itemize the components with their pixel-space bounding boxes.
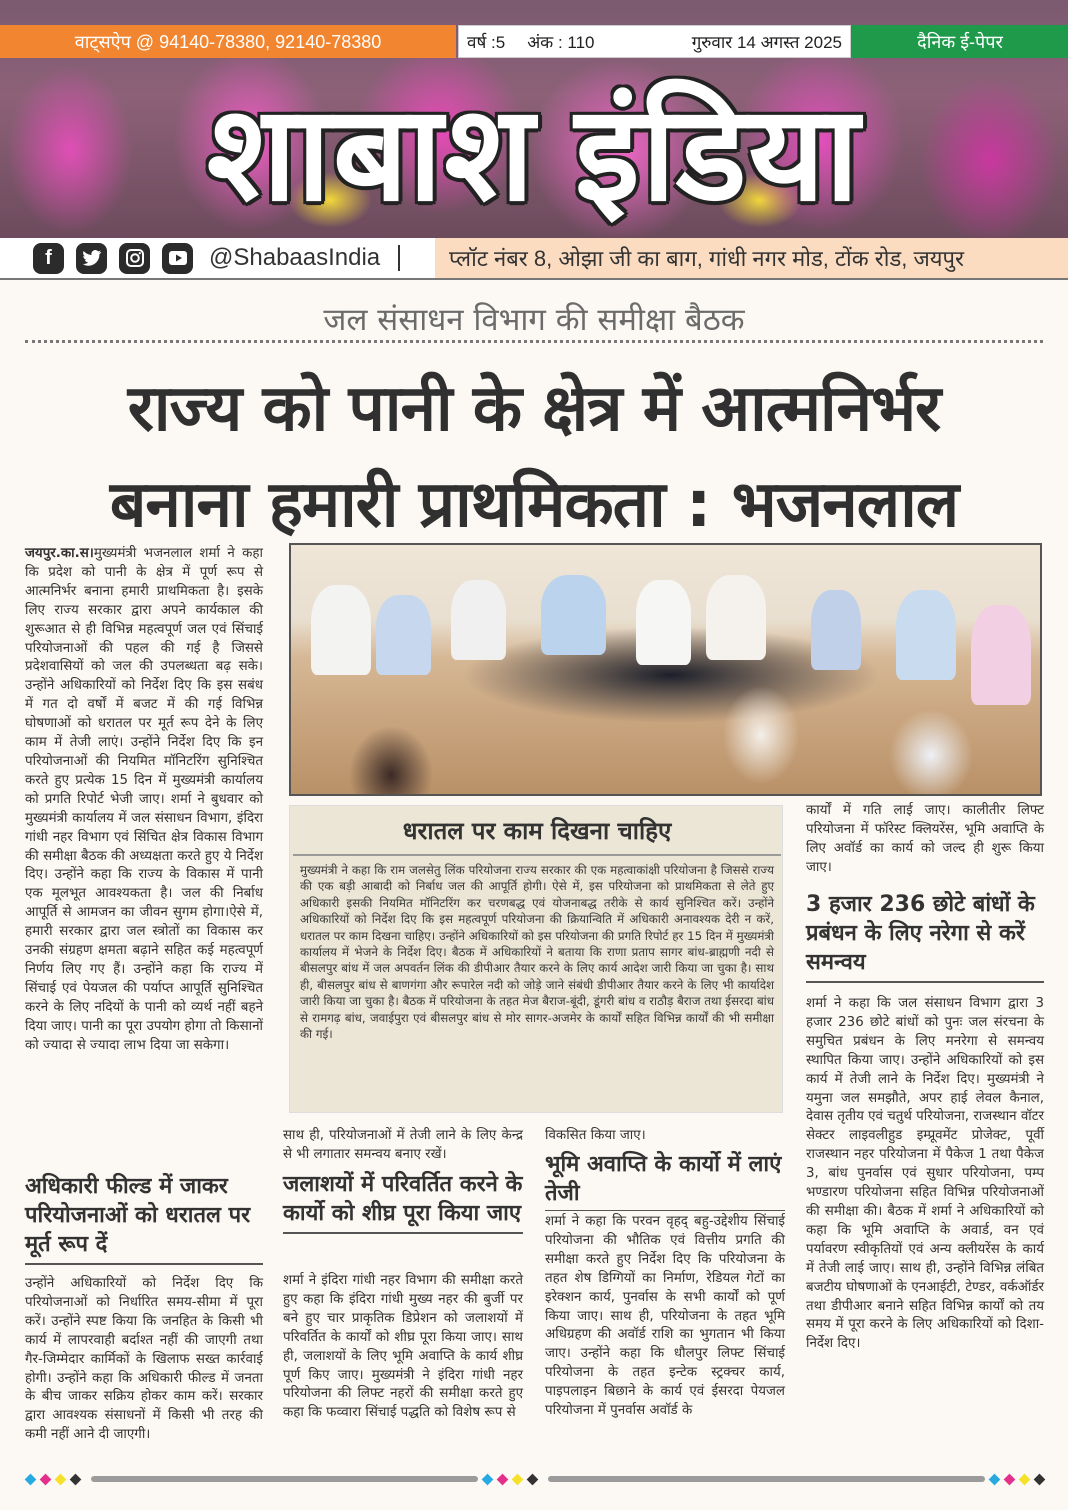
- separator: [398, 245, 400, 271]
- cyan-diamond-icon: [989, 1473, 1001, 1485]
- social-strip: [0, 238, 1068, 280]
- magenta-diamond-icon: [1004, 1473, 1016, 1485]
- footer-rule: [548, 1476, 985, 1482]
- dateline: जयपुर.का.स।: [25, 546, 94, 561]
- magenta-diamond-icon: [40, 1473, 52, 1485]
- photo-figure: [971, 605, 1031, 705]
- office-address: प्लॉट नंबर 8, ओझा जी का बाग, गांधी नगर मोड, टोंक रोड, जयपुर: [435, 238, 1068, 278]
- cyan-diamond-icon: [25, 1473, 37, 1485]
- issue-label: अंक : 110: [527, 33, 595, 52]
- subhead-land-acquisition: भूमि अवाप्ति के कार्यो में लाएं तेजी: [545, 1150, 785, 1211]
- photo-figure: [451, 580, 506, 660]
- photo-figure: [311, 585, 371, 675]
- year-label: वर्ष :5: [467, 33, 506, 52]
- yellow-diamond-icon: [1019, 1473, 1031, 1485]
- article-body-col2-top: साथ ही, परियोजनाओं में तेजी लाने के लिए केन्द्र से भी लगातार समन्वय बनाए रखें।: [283, 1128, 523, 1162]
- article-kicker: जल संसाधन विभाग की समीक्षा बैठक: [323, 302, 745, 338]
- black-diamond-icon: [1034, 1473, 1046, 1485]
- facebook-icon[interactable]: f: [33, 243, 64, 274]
- article-body-col3: शर्मा ने कहा कि परवन वृहद् बहु-उद्देशीय सिंचाई परियोजना की भौतिक एवं वित्तीय प्रगति की समीक्षा करते हुए निर्देश दिए कि परियोजना के तहत शेष डिग्गियों का निर्माण, रेडियल गेटों का इरेक्शन कार्य, पुनर्वास के सभी कार्यों को पूर्ण किया जाए। साथ ही, परियोजना के तहत भूमि अधिग्रहण की अवॉर्ड राशि का भुगतान भी किया जाए। उन्होंने कहा कि धौलपुर लिफ्ट सिंचाई परियोजना के तहत इन्टेक स्ट्रक्चर कार्य, पाइपलाइन बिछाने के कार्य एवं ईसरदा पेयजल परियोजना में पुनर्वास अवॉर्ड के: [545, 1214, 785, 1419]
- box-heading: धरातल पर काम दिखना चाहिए: [402, 817, 672, 845]
- twitter-icon[interactable]: [76, 243, 107, 274]
- footer-rule: [91, 1476, 479, 1482]
- issue-info-bar: [458, 25, 851, 58]
- edition-label: दैनिक ई-पेपर: [852, 25, 1068, 58]
- article-body-col1: जयपुर.का.स।मुख्यमंत्री भजनलाल शर्मा ने कहा कि प्रदेश को पानी के क्षेत्र में पूर्ण रूप से आत्मनिर्भर बनाना हमारी प्राथमिकता है। इसके लिए राज्य सरकार द्वारा अपने कार्यकाल की शुरूआत से ही विभिन्न महत्वपूर्ण जल एवं सिंचाई परियोजनाओं की पहल की गई है जिससे प्रदेशवासियों को जल की उपलब्धता बढ़ सके। उन्होंने अधिकारियों को निर्देश दिए कि इस सबंध में गत दो वर्षों में बजट में की गई विभिन्न घोषणाओं को धरातल पर मूर्त रूप देने के लिए काम में तेजी लाएं। उन्होंने निर्देश दिए कि इन परियोजनाओं की नियमित मॉनिटरिंग सुनिश्चित करते हुए प्रत्येक 15 दिन में मुख्यमंत्री कार्यालय को प्रगति रिपोर्ट भेजी जाए। शर्मा ने बुधवार को मुख्यमंत्री कार्यालय में जल संसाधन विभाग, इंदिरा गांधी नहर विभाग एवं सिंचित क्षेत्र विकास विभाग की समीक्षा बैठक की अध्यक्षता करते हुए ये निर्देश दिए। उन्होंने कहा कि राज्य के विकास में पानी एक मूलभूत आवश्यकता है। जल की निर्बाध आपूर्ति से आमजन का जीवन सुगम होगा।ऐसे में, हमारी सरकार द्वारा जल स्त्रोतों का विकास कर उनकी संग्रहण क्षमता बढ़ाने सहित कई महत्वपूर्ण निर्णय लिए गए हैं। उन्होंने कहा कि राज्य में सिंचाई एवं पेयजल की पर्याप्त आपूर्ति सुनिश्चित करने के लिए नदियों के पानी को व्यर्थ नहीं बहने दिया जाए। पानी का पूरा उपयोग होगा तो किसानों को ज्यादा से ज्यादा लाभ दिया जा सकेगा।: [25, 546, 263, 1053]
- headline-line-2: बनाना हमारी प्राथमिकता : भजनलाल: [109, 468, 959, 542]
- article-body-col4-top: कार्यों में गति लाई जाए। कालीतीर लिफ्ट परियोजना में फॉरेस्ट क्लियरेंस, भूमि अवाप्ति के लिए अवॉर्ड का कार्य को जल्द ही शुरू किया जाए।: [806, 803, 1044, 875]
- masthead-banner: [0, 0, 1068, 238]
- photo-figure: [811, 590, 861, 670]
- photo-figure: [636, 580, 691, 665]
- magenta-diamond-icon: [497, 1473, 509, 1485]
- dotted-divider: [25, 340, 1043, 343]
- subhead-small-dams: 3 हजार 236 छोटे बांधों के प्रबंधन के लिए नरेगा से करें समन्वय: [806, 890, 1044, 983]
- date-label: गुरुवार 14 अगस्त 2025: [691, 33, 842, 52]
- black-diamond-icon: [527, 1473, 539, 1485]
- registration-footer: [25, 1474, 1045, 1484]
- cyan-diamond-icon: [482, 1473, 494, 1485]
- instagram-icon[interactable]: [119, 243, 150, 274]
- subhead-field-officers: अधिकारी फील्ड में जाकर परियोजनाओं को धरातल पर मूर्त रूप दें: [25, 1172, 263, 1265]
- yellow-diamond-icon: [55, 1473, 67, 1485]
- photo-figure: [896, 590, 956, 680]
- headline-line-1: राज्य को पानी के क्षेत्र में आत्मनिर्भर: [127, 372, 941, 446]
- article-body-col3-top: विकसित किया जाए।: [545, 1128, 646, 1143]
- article-body-col4: शर्मा ने कहा कि जल संसाधन विभाग द्वारा 3 हजार 236 छोटे बांधों को पुनः जल संरचना के समुचित प्रबंधन के लिए मनरेगा से समन्वय स्थापित किया जाए। उन्होंने अधिकारियों को इस कार्य में तेजी लाने के निर्देश दिए। मुख्यमंत्री ने यमुना जल समझौते, अपर हाई लेवल कैनाल, देवास तृतीय एवं चतुर्थ परियोजना, राजस्थान वॉटर सेक्टर लाइवलीहुड इम्प्रूवमेंट प्रोजेक्ट, पूर्वी राजस्थान नहर परियोजना में पैकेज 1 तथा पैकेज 3, बांध पुनर्वास एवं सुधार परियोजना, पम्प भण्डारण परियोजना सहित विभिन्न परियोजनाओं की समीक्षा की। बैठक में शर्मा ने अधिकारियों को कहा कि भूमि अवाप्ति के अवार्ड, वन एवं पर्यावरण स्वीकृतियों एवं अन्य क्लीयरेंस के कार्य में तेजी लाई जाए। साथ ही, उन्होंने विभिन्न लंबित बजटीय घोषणाओं के एनआईटी, टेण्डर, वर्कऑर्डर तथा डीपीआर बनाने सहित विभिन्न कार्यों को तय समय में पूरा करने के लिए अधिकारियों को दिशा-निर्देश दिए।: [806, 996, 1044, 1352]
- whatsapp-contact: वाट्सऐप @ 94140-78380, 92140-78380: [0, 25, 456, 58]
- box-body: मुख्यमंत्री ने कहा कि राम जलसेतु लिंक परियोजना राज्य सरकार की एक महत्वाकांक्षी परियोजना है जिससे राज्य की एक बड़ी आबादी को निर्बाध जल की आपूर्ति होगी। ऐसे में, इस परियोजना को प्राथमिकता से लेते हुए अधिकारी इसकी नियमित मॉनिटरिंग कर चरणबद्ध एवं योजनाबद्ध तरीके से कार्य सुनिश्चित करें। उन्होंने अधिकारियों को निर्देश दिए कि इस महत्वपूर्ण परियोजना की क्रियान्विति में अधिकारी अनावश्यक देरी न करें, धरातल पर काम दिखना चाहिए। उन्होंने अधिकारियों को इस परियोजना की प्रगति रिपोर्ट हर 15 दिन में मुख्यमंत्री कार्यालय में भेजने के निर्देश दिए। बैठक में अधिकारियों ने बताया कि राणा प्रताप सागर बांध-ब्राह्मणी नदी से बीसलपुर बांध में जल अपवर्तन लिंक की डीपीआर तैयार करने के लिए कार्य आदेश जारी किया जा चुका है। साथ ही, बीसलपुर बांध से बाणगंगा और रूपारेल नदी को जोड़े जाने संबंधी डीपीआर तैयार करने के लिए भी कार्यादेश जारी किया जा चुका है। बैठक में परियोजना के तहत मेज बैराज-बूंदी, डूंगरी बांध व राठौड़ बैराज तथा ईसरदा बांध से रामगढ़ बांध, जवाईपुरा एवं बीसलपुर बांध से मोर सागर-अजमेर के कार्यों सहित विभिन्न कार्यों की भी समीक्षा की गई।: [300, 863, 774, 1042]
- newspaper-logo: शाबाश इंडिया: [206, 79, 862, 227]
- box-divider: [293, 854, 781, 856]
- subhead-reservoirs: जलाशयों में परिवर्तित करने के कार्यो को शीघ्र पूरा किया जाए: [283, 1170, 523, 1234]
- photo-figure: [541, 575, 606, 655]
- social-handle[interactable]: @ShabaasIndia: [209, 244, 381, 271]
- article-body-col2: शर्मा ने इंदिरा गांधी नहर विभाग की समीक्षा करते हुए कहा कि इंदिरा गांधी मुख्य नहर की बुर्जी पर बने हुए चार प्राकृतिक डिप्रेशन को जलाशयों में परिवर्तित के कार्यों को शीघ्र पूरा किया जाए। साथ ही, जलाशयों के लिए भूमि अवाप्ति के कार्य शीघ्र पूर्ण किए जाए। मुख्यमंत्री ने इंदिरा गांधी नहर परियोजना की लिफ्ट नहरों की समीक्षा करते हुए कहा कि फव्वारा सिंचाई पद्धति को विशेष रूप से: [283, 1273, 523, 1421]
- article-body-col1-part2: उन्होंने अधिकारियों को निर्देश दिए कि परियोजनाओं को निर्धारित समय-सीमा में पूरा करें। उन्होंने स्पष्ट किया कि जनहित के किसी भी कार्य में लापरवाही बर्दाश्त नहीं की जाएगी तथा गैर-जिम्मेदार कार्मिकों के खिलाफ सख्त कार्रवाई होगी। उन्होंने कहा कि अधिकारी फील्ड में जनता के बीच जाकर सक्रिय होकर काम करें। सरकार द्वारा आवश्यक संसाधनों में किसी भी तरह की कमी नहीं आने दी जाएगी।: [25, 1276, 263, 1443]
- yellow-diamond-icon: [512, 1473, 524, 1485]
- youtube-icon[interactable]: [162, 243, 193, 274]
- sidebar-box: [289, 805, 783, 1113]
- photo-figure: [376, 595, 431, 675]
- photo-figure: [706, 575, 766, 660]
- black-diamond-icon: [69, 1473, 81, 1485]
- meeting-photo: [289, 543, 1042, 796]
